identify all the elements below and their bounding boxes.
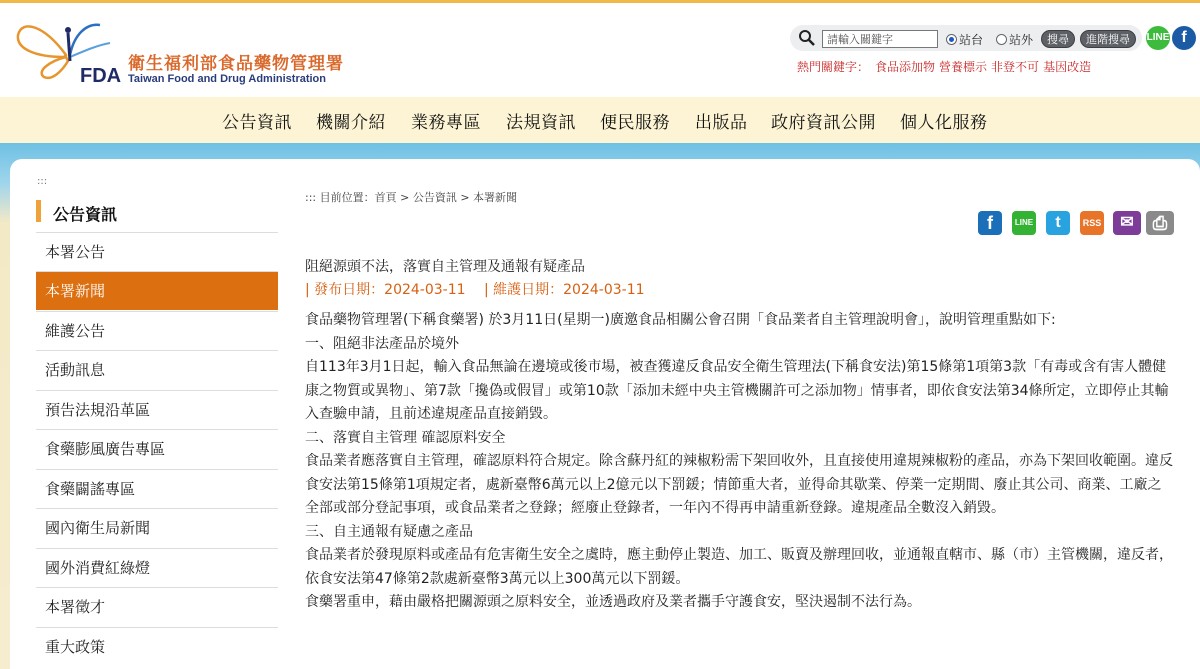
site-header bbox=[0, 0, 1200, 97]
sidebar-anchor[interactable]: ::: bbox=[37, 176, 48, 187]
article-paragraph: 食品業者於發現原料或產品有危害衛生安全之虞時，應主動停止製造、加工、販賣及辦理回收，並通報直轄市、縣（市）主管機關，違反者，依食安法第47條第2款處新臺幣3萬元以上300萬元以下罰鍰。 bbox=[305, 547, 1173, 587]
site-name-zh: 衛生福利部食品藥物管理署 bbox=[128, 54, 344, 74]
hot-keyword-link[interactable]: 非登不可 bbox=[991, 60, 1040, 74]
sidebar-item-foreign-alerts[interactable]: 國外消費紅綠燈 bbox=[45, 559, 151, 577]
line-icon[interactable]: LINE bbox=[1146, 26, 1170, 50]
nav-item-publications[interactable]: 出版品 bbox=[695, 113, 748, 133]
publish-date: | 發布日期：2024-03-11 bbox=[305, 282, 466, 298]
email-icon[interactable]: ✉ bbox=[1113, 211, 1141, 235]
article-paragraph: 食品藥物管理署(下稱食藥署) 於3月11日(星期一)廣邀食品相關公會召開「食品業者自主管理說明會」，說明管理重點如下: bbox=[305, 312, 1056, 328]
article-title: 阻絕源頭不法，落實自主管理及通報有疑產品 bbox=[305, 259, 585, 275]
article-paragraph: 自113年3月1日起，輸入食品無論在邊境或後市場，被查獲違反食品安全衛生管理法(下稱食安法)第15條第1項第3款「有毒或含有害人體健康之物質或異物」、第7款「攙偽或假冒」或第10款「添加未經中央主管機關許可之添加物」情事者，即依食安法第34條所定，立即停止其輸入查驗申請，且前述違規產品直接銷毀。 bbox=[305, 359, 1169, 422]
sidebar-item-draft-regulations[interactable]: 預告法規沿革區 bbox=[45, 401, 151, 419]
sidebar-title: 公告資訊 bbox=[53, 205, 118, 224]
search-button[interactable]: 搜尋 bbox=[1041, 30, 1075, 48]
search-input[interactable] bbox=[822, 30, 938, 48]
sidebar-item-major-policies[interactable]: 重大政策 bbox=[45, 638, 106, 656]
scope-radio-external[interactable] bbox=[996, 31, 1033, 48]
hot-keywords-label: 熱門關鍵字： bbox=[797, 60, 870, 74]
sidebar-item-events[interactable]: 活動訊息 bbox=[45, 361, 106, 379]
logo-abbreviation: FDA bbox=[80, 65, 122, 87]
article-section-heading: 一、阻絕非法產品於境外 bbox=[305, 335, 459, 352]
facebook-icon[interactable]: f bbox=[1172, 26, 1196, 50]
sidebar-title-marker bbox=[36, 200, 41, 222]
rss-icon[interactable]: RSS bbox=[1080, 211, 1104, 235]
nav-item-services[interactable]: 便民服務 bbox=[600, 113, 670, 133]
article-paragraph: 食藥署重申，藉由嚴格把關源頭之原料安全，並透過政府及業者攜手守護食安，堅決遏制不法行為。 bbox=[305, 594, 921, 610]
nav-item-business[interactable]: 業務專區 bbox=[411, 113, 481, 133]
sidebar-item-news[interactable]: 本署新聞 bbox=[36, 272, 278, 310]
article-dates bbox=[305, 279, 659, 299]
article-body bbox=[305, 309, 1175, 615]
sidebar-item-false-ads[interactable]: 食藥膨風廣告專區 bbox=[45, 440, 166, 458]
site-name-en: Taiwan Food and Drug Administration bbox=[128, 73, 326, 85]
sidebar-item-local-health-news[interactable]: 國內衛生局新聞 bbox=[45, 519, 151, 537]
facebook-share-icon[interactable]: f bbox=[978, 211, 1002, 235]
article-section-heading: 三、自主通報有疑慮之產品 bbox=[305, 523, 473, 540]
radio-selected-icon bbox=[946, 34, 957, 45]
scope-label-site: 站台 bbox=[959, 33, 984, 47]
site-logo[interactable] bbox=[14, 15, 344, 87]
nav-item-announcements[interactable]: 公告資訊 bbox=[222, 113, 292, 133]
sidebar-item-announcements[interactable]: 本署公告 bbox=[45, 243, 106, 261]
hot-keywords bbox=[797, 58, 1091, 75]
main-nav bbox=[0, 97, 1200, 143]
radio-unselected-icon bbox=[996, 34, 1007, 45]
sidebar-item-rumors[interactable]: 食藥闢謠專區 bbox=[45, 480, 136, 498]
sidebar-item-recruitment[interactable]: 本署徵才 bbox=[45, 598, 106, 616]
hot-keyword-link[interactable]: 基因改造 bbox=[1043, 60, 1092, 74]
update-date: | 維護日期：2024-03-11 bbox=[483, 282, 645, 298]
nav-item-personal[interactable]: 個人化服務 bbox=[900, 113, 988, 133]
twitter-share-icon[interactable]: t bbox=[1046, 211, 1070, 235]
search-icon bbox=[798, 29, 816, 47]
nav-item-regulations[interactable]: 法規資訊 bbox=[506, 113, 576, 133]
scope-radio-site[interactable] bbox=[946, 31, 983, 48]
article-paragraph: 食品業者應落實自主管理，確認原料符合規定。除含蘇丹紅的辣椒粉需下架回收外，且直接使用違規辣椒粉的產品，亦為下架回收範圍。違反食安法第15條第1項規定者，處新臺幣6萬元以上2億元以下罰鍰；情節重大者，並得命其歇業、停業一定期間、廢止其公司、商業、工廠之全部或部分登記事項，或食品業者之登錄；經廢止登錄者，一年內不得再申請重新登錄。違規產品全數沒入銷毀。 bbox=[305, 453, 1173, 516]
scope-label-external: 站外 bbox=[1009, 33, 1034, 47]
nav-item-open-gov[interactable]: 政府資訊公開 bbox=[771, 113, 876, 133]
hot-keyword-link[interactable]: 營養標示 bbox=[939, 60, 988, 74]
article-section-heading: 二、落實自主管理 確認原料安全 bbox=[305, 429, 506, 446]
print-icon[interactable]: ⎙ bbox=[1146, 211, 1174, 235]
line-share-icon[interactable]: LINE bbox=[1012, 211, 1036, 235]
hot-keyword-link[interactable]: 食品添加物 bbox=[875, 60, 936, 74]
nav-item-about[interactable]: 機關介紹 bbox=[316, 113, 386, 133]
breadcrumb: ::: 目前位置：首頁 > 公告資訊 > 本署新聞 bbox=[305, 191, 518, 204]
advanced-search-button[interactable]: 進階搜尋 bbox=[1080, 30, 1136, 48]
sidebar-item-maintenance[interactable]: 維護公告 bbox=[45, 322, 106, 340]
